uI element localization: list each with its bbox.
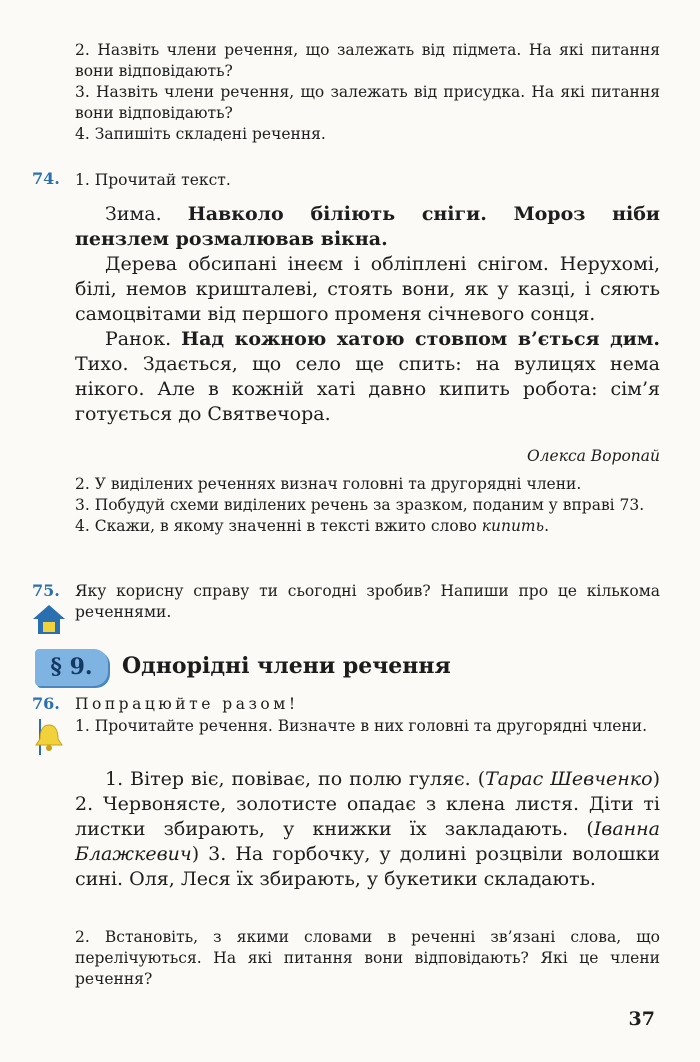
exercise-76-heading: Попрацюйте разом! [75, 695, 299, 713]
exercise-76-task2: 2. Встановіть, з якими словами в реченні зв’язані слова, що перелічуються. На які питання вони відповідають? Які це члени речення? [75, 928, 660, 988]
section-title: Однорідні члени речення [122, 653, 451, 679]
paragraph-trees: Дерева обсипані інеєм і обліплені снігом. Нерухомі, білі, немов кришталеві, стоять вони, як у казці, і сяють самоцвітами від першого променя січневого сонця. [75, 253, 660, 325]
paragraph-winter: Зима. Навколо біліють сніги. Мороз ніби пензлем розмалював вікна. [75, 203, 660, 250]
question-3: 3. Назвіть члени речення, що залежать від присудка. На які питання вони відповідають? [75, 83, 660, 122]
exercise-75-number: 75. [32, 581, 60, 600]
top-questions [75, 40, 660, 145]
exercise-74-text [75, 202, 660, 427]
section-badge: § 9. [35, 649, 108, 686]
question-74-3: 3. Побудуй схеми виділених речень за зразком, поданим у вправі 73. [75, 496, 645, 514]
exercise-76-number: 76. [32, 694, 60, 713]
exercise-75-text: Яку корисну справу ти сьогодні зробив? Напиши про це кількома реченнями. [75, 582, 660, 621]
bell-icon [30, 717, 68, 757]
author-blazhkevych: Іванна Блажкевич [75, 818, 660, 865]
question-2: 2. Назвіть члени речення, що залежать від підмета. На які питання вони відповідають? [75, 41, 660, 80]
exercise-74-number: 74. [32, 169, 60, 188]
page-number: 37 [628, 1008, 655, 1030]
exercise-74-questions [75, 474, 660, 537]
question-74-2: 2. У виділених реченнях визнач головні та другорядні члени. [75, 475, 582, 493]
house-icon [31, 603, 67, 635]
author-voropai: Олекса Воропай [526, 447, 660, 465]
exercise-74-task: 1. Прочитай текст. [75, 171, 231, 189]
author-shevchenko: Тарас Шевченко [485, 768, 653, 790]
exercise-76-text: 1. Вітер віє, повіває, по полю гуляє. (Тарас Шевченко) 2. Червонясте, золотисте опадає з клена листя. Діти ті листки збирають, у книжки їх закладають. (Іванна Блажкевич) 3. На горбочку, у долині розцвіли волошки сині. Оля, Леся їх збирають, у букетики складають. [75, 768, 660, 890]
question-74-4: 4. Скажи, в якому значенні в тексті вжито слово кипить. [75, 517, 549, 535]
question-4: 4. Запишіть складені речення. [75, 125, 326, 143]
exercise-76-task1: 1. Прочитайте речення. Визначте в них головні та другорядні члени. [75, 717, 648, 735]
paragraph-morning: Ранок. Над кожною хатою стовпом в’ється дим. Тихо. Здається, що село ще спить: на вулицях нема нікого. Але в кожній хаті давно кипить робота: сім’я готується до Святвечора. [75, 328, 661, 425]
